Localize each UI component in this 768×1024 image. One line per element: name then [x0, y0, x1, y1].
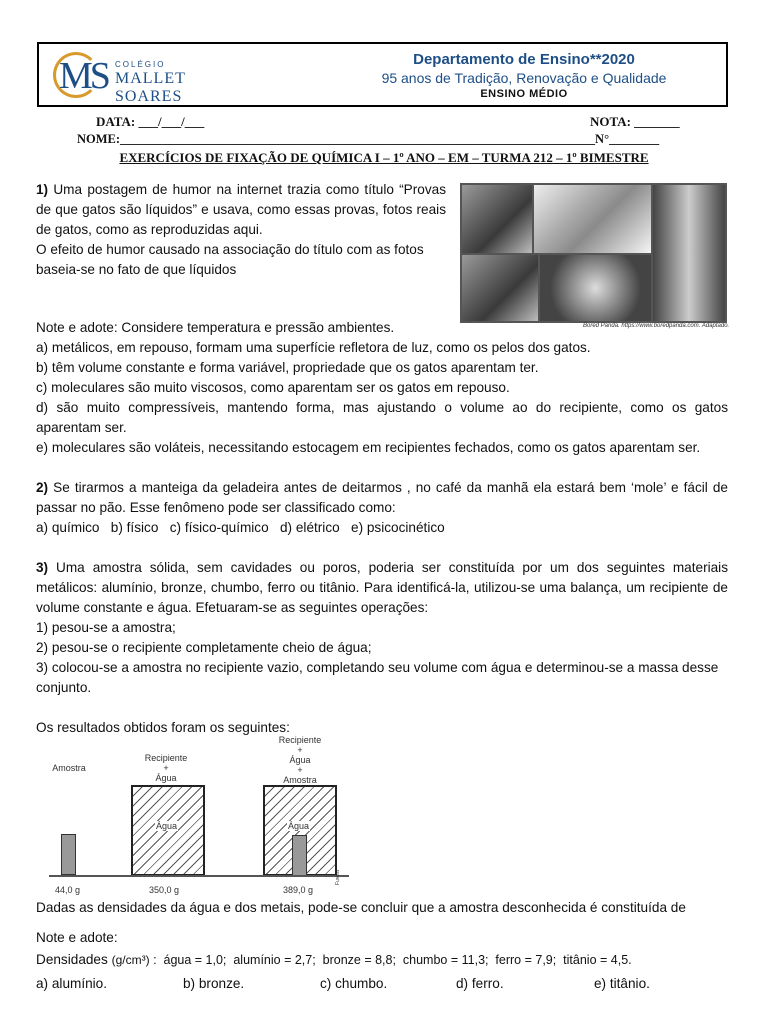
diagram-credit: Fuvest	[335, 869, 341, 885]
q3-results-intro: Os resultados obtidos foram os seguintes:	[36, 720, 290, 735]
motto: 95 anos de Tradição, Renovação e Qualidade	[381, 70, 667, 86]
q3-step-1: 1) pesou-se a amostra;	[36, 620, 176, 635]
sample-block	[61, 834, 76, 875]
water-label-2: Água	[288, 821, 310, 831]
date-field: DATA: ___/___/___	[96, 114, 205, 129]
q3-option-d: d) ferro.	[456, 976, 504, 991]
name-field: NOME:____________________________________________________________________________N°________	[77, 132, 660, 146]
q3-step-2: 2) pesou-se o recipiente completamente cheio de água;	[36, 640, 372, 655]
q3-number: 3)	[36, 560, 49, 575]
school-small-label: COLÉGIO	[115, 60, 166, 69]
q3-option-e: e) titânio.	[594, 976, 650, 991]
photo-credit: Bored Panda. https://www.boredpanda.com. Adaptado.	[583, 323, 730, 329]
q1-option-b: b) têm volume constante e forma variável, propriedade que os gatos aparentam ter.	[36, 360, 539, 375]
q3-text: 3) Uma amostra sólida, sem cavidades ou poros, poderia ser constituída por um dos seguintes materiais metálicos: alumínio, bronze, chumbo, ferro ou titânio. Para identificá-la, utilizou-se uma balança, um recipiente de volume constante e água. Efetuaram-se as seguintes operações:	[36, 560, 728, 615]
label-container: Recipiente + Água	[144, 753, 188, 783]
exercise-title: EXERCÍCIOS DE FIXAÇÃO DE QUÍMICA I – 1º ANO – EM – TURMA 212 – 1º BIMESTRE	[119, 150, 649, 165]
q2-options: a) químico b) físico c) físico-químico d) elétrico e) psicocinético	[36, 520, 445, 535]
cats-photo	[460, 183, 727, 323]
q1-number: 1)	[36, 182, 49, 197]
q2-number: 2)	[36, 480, 49, 495]
mass-container-sample: 389,0 g	[283, 885, 314, 895]
school-logo	[51, 50, 251, 105]
mass-sample: 44,0 g	[55, 885, 81, 895]
q3-option-b: b) bronze.	[183, 976, 245, 991]
q1-intro2: O efeito de humor causado na associação do título com as fotos baseia-se no fato de que líquidos	[36, 242, 424, 277]
q3-densities: Densidades (g/cm³) : água = 1,0; alumínio = 2,7; bronze = 8,8; chumbo = 11,3; ferro = 7,9; titânio = 4,5.	[36, 952, 632, 967]
container-with-water	[131, 785, 205, 876]
container-with-water-and-sample	[263, 785, 337, 876]
q2-text: 2) Se tirarmos a manteiga da geladeira antes de deitarmos , no café da manhã ela estará bem ‘mole’ e fácil de passar no pão. Esse fenômeno pode ser classificado como:	[36, 480, 728, 515]
water-label: Água	[156, 821, 178, 831]
q1-option-c: c) moleculares são muito viscosos, como aparentam ser os gatos em repouso.	[36, 380, 510, 395]
school-name: MALLET SOARES	[115, 70, 186, 105]
q3-option-c: c) chumbo.	[320, 976, 388, 991]
q3-option-a: a) alumínio.	[36, 976, 108, 991]
baseline	[49, 875, 349, 877]
q3-note: Note e adote:	[36, 930, 118, 945]
label-container-sample: Recipiente + Água + Amostra	[278, 735, 322, 785]
q1-intro: 1) Uma postagem de humor na internet trazia como título “Provas de que gatos são líquidos” e usava, como essas provas, fotos reais de gatos, como as reproduzidas aqui.	[36, 182, 446, 237]
sample-in-container	[292, 835, 307, 876]
department-title: Departamento de Ensino**2020	[413, 51, 635, 68]
q3-conclusion: Dadas as densidades da água e dos metais, pode-se concluir que a amostra desconhecida é constituída de	[36, 900, 686, 915]
experiment-diagram	[45, 735, 355, 900]
q1-option-e: e) moleculares são voláteis, necessitando estocagem em recipientes fechados, como os gatos aparentam ser.	[36, 440, 701, 455]
q3-step-3: 3) colocou-se a amostra no recipiente vazio, completando seu volume com água e determinou-se a massa desse conjunto.	[36, 660, 719, 695]
header-box	[37, 42, 728, 107]
education-level: ENSINO MÉDIO	[480, 88, 568, 100]
logo-mark-icon: MS	[51, 50, 111, 100]
grade-field: NOTA: _______	[590, 114, 680, 129]
q1-note: Note e adote: Considere temperatura e pressão ambientes.	[36, 320, 395, 335]
q1-option-d: d) são muito compressíveis, mantendo forma, mas ajustando o volume ao do recipiente, como os gatos aparentam ser.	[36, 400, 728, 435]
label-sample: Amostra	[52, 763, 86, 773]
q1-option-a: a) metálicos, em repouso, formam uma superfície refletora de luz, como os pelos dos gatos.	[36, 340, 591, 355]
mass-container: 350,0 g	[149, 885, 180, 895]
